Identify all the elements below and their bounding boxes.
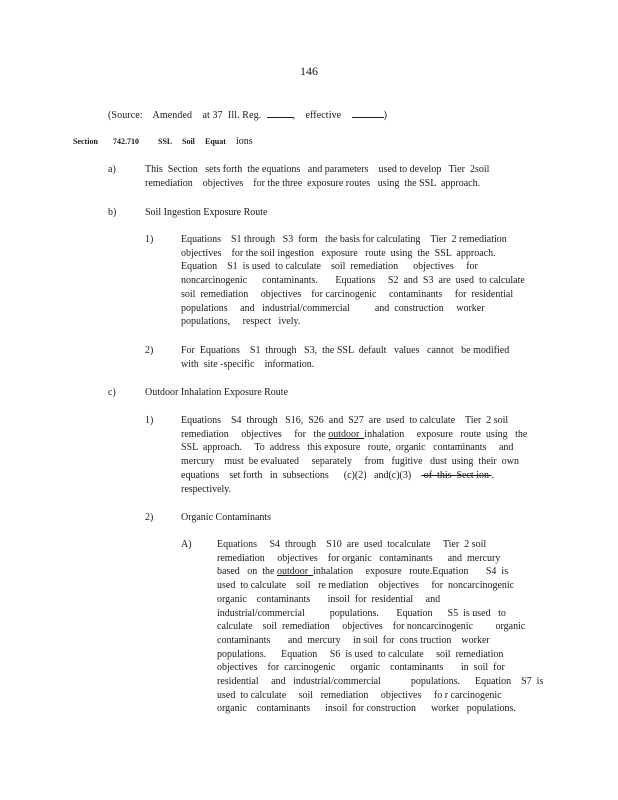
item-c1-text bbox=[181, 414, 527, 496]
item-a-text bbox=[145, 163, 489, 190]
item-c1-line-start: remediation objectives for the bbox=[181, 428, 329, 440]
inserted-word-outdoor: outdoor bbox=[328, 428, 365, 440]
item-c2A-line: contaminants and mercury in soil for cons truction worker bbox=[217, 634, 490, 646]
item-a-label: a) bbox=[108, 164, 116, 175]
item-c2A-line bbox=[217, 565, 543, 579]
item-c1-line: SSL approach. To address this exposure route, organic contaminants and bbox=[181, 442, 514, 454]
item-c1-line-rest: inhalation exposure route using the bbox=[364, 428, 528, 440]
section-title-part: ions bbox=[236, 136, 253, 147]
source-text-before: (Source: Amended at 37 Ill. Reg. bbox=[108, 110, 267, 121]
section-heading bbox=[73, 136, 253, 200]
page-number: 146 bbox=[300, 64, 318, 78]
effective-date-blank bbox=[352, 108, 384, 118]
section-title-part: Soil bbox=[182, 137, 195, 146]
item-c2A-text bbox=[217, 538, 543, 716]
item-b2-line: For Equations S1 through S3, the SSL default values cannot be modified bbox=[181, 345, 510, 356]
item-b2-label: 2) bbox=[145, 345, 154, 356]
item-c-heading: Outdoor Inhalation Exposure Route bbox=[145, 387, 289, 398]
item-b1-line: objectives for the soil ingestion exposure route using the SSL approach. bbox=[181, 247, 496, 259]
item-b1-text bbox=[181, 233, 525, 329]
item-c1-line-start: equations set forth in subsections (c)(2) and(c)(3) bbox=[181, 469, 422, 481]
item-b1-line: soil remediation objectives for carcinogenic contaminants for residential bbox=[181, 288, 514, 300]
item-b2-text bbox=[181, 344, 509, 371]
item-b-label: b) bbox=[108, 207, 117, 218]
section-title-part: Equat bbox=[205, 137, 226, 146]
item-c2-label: 2) bbox=[145, 512, 154, 523]
item-c2A-line: remediation objectives for organic contaminants and mercury bbox=[217, 552, 501, 564]
item-c1-label: 1) bbox=[145, 415, 154, 426]
item-c2A-line-rest: inhalation exposure route.Equation S4 is bbox=[313, 566, 509, 578]
item-c2A-line: used to calculate soil re mediation objectives for noncarcinogenic bbox=[217, 580, 515, 592]
item-b1-line: populations and industrial/commercial and construction worker bbox=[181, 302, 485, 314]
source-text-after: ) bbox=[383, 110, 388, 121]
item-c2A-line: Equations S4 through S10 are used tocalculate Tier 2 soil bbox=[217, 539, 487, 550]
item-c2A-line: calculate soil remediation objectives for noncarcinogenic organic bbox=[217, 621, 526, 633]
item-c2A-line: organic contaminants insoil for residential and bbox=[217, 593, 441, 605]
item-c-label: c) bbox=[108, 387, 116, 398]
item-c1-line-end: . bbox=[491, 469, 494, 481]
item-c2A-line-start: based on the bbox=[217, 566, 277, 578]
deleted-text: of this Sect ion bbox=[421, 469, 492, 481]
section-title-part: SSL bbox=[158, 137, 173, 146]
inserted-word-outdoor: outdoor bbox=[277, 566, 314, 578]
item-b1-line: Equation S1 is used to calculate soil remediation objectives for bbox=[181, 261, 478, 273]
item-c1-line bbox=[181, 428, 527, 442]
item-b1-line: Equations S1 through S3 form the basis for calculating Tier 2 remediation bbox=[181, 234, 507, 245]
section-number: 742.710 bbox=[113, 137, 139, 146]
item-c2A-line: organic contaminants insoil for construction worker populations. bbox=[217, 703, 516, 715]
item-c2A-line: used to calculate soil remediation objectives fo r carcinogenic bbox=[217, 689, 502, 701]
item-b-heading: Soil Ingestion Exposure Route bbox=[145, 207, 268, 218]
item-a-line: remediation objectives for the three exposure routes using the SSL approach. bbox=[145, 177, 481, 189]
source-text-middle: , effective bbox=[292, 110, 352, 121]
item-b1-line: populations, respect ively. bbox=[181, 316, 301, 328]
item-c1-line: Equations S4 through S16, S26 and S27 are used to calculate Tier 2 soil bbox=[181, 415, 509, 426]
item-a-line: This Section sets forth the equations and parameters used to develop Tier 2soil bbox=[145, 164, 490, 175]
source-note bbox=[108, 108, 387, 121]
item-c2-heading: Organic Contaminants bbox=[181, 512, 272, 523]
item-c2A-line: populations. Equation S6 is used to calculate soil remediation bbox=[217, 648, 504, 660]
reg-volume-blank bbox=[267, 108, 293, 118]
item-c2A-line: industrial/commercial populations. Equation S5 is used to bbox=[217, 607, 506, 619]
item-c2A-line: objectives for carcinogenic organic contaminants in soil for bbox=[217, 662, 505, 674]
item-b1-line: noncarcinogenic contaminants. Equations S2 and S3 are used to calculate bbox=[181, 275, 525, 287]
item-b2-line: with site -specific information. bbox=[181, 358, 315, 370]
section-label: Section bbox=[73, 137, 98, 146]
item-c1-line: mercury must be evaluated separately from fugitive dust using their own bbox=[181, 456, 519, 468]
item-c2A-label: A) bbox=[181, 539, 192, 550]
item-c1-line: respectively. bbox=[181, 483, 232, 495]
item-b1-label: 1) bbox=[145, 234, 154, 245]
item-c2A-line: residential and industrial/commercial populations. Equation S7 is bbox=[217, 676, 544, 688]
item-c1-line bbox=[181, 469, 527, 483]
